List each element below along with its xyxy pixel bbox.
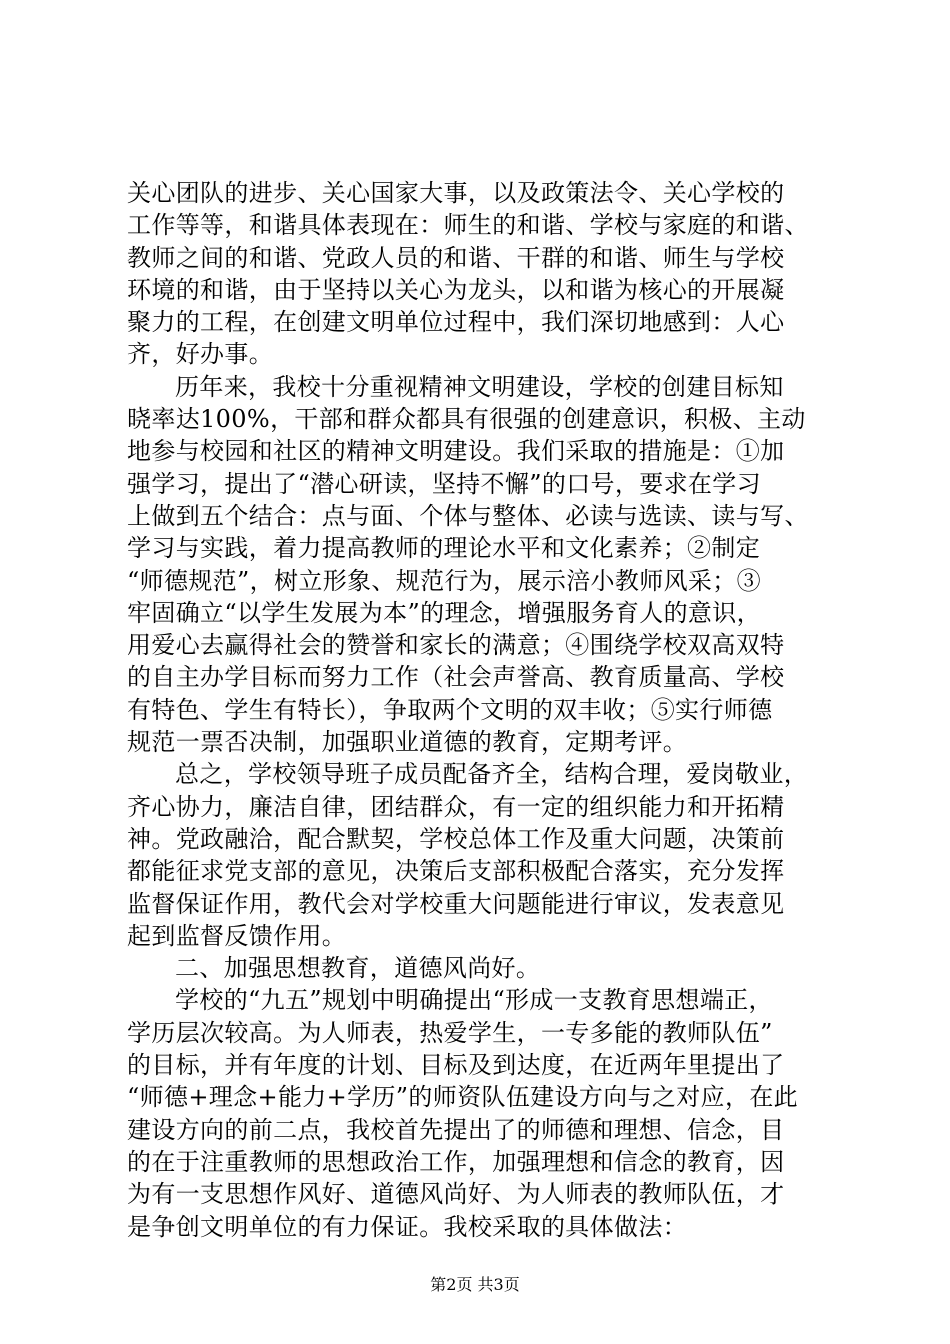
text-line: 的目标，并有年度的计划、目标及到达度，在近两年里提出了: [127, 1051, 785, 1080]
text-line: 都能征求党支部的意见，决策后支部积极配合落实，充分发挥: [127, 857, 785, 886]
text-line: 有特色、学生有特长），争取两个文明的双丰收；⑤实行师德: [127, 695, 773, 724]
text-line: 建设方向的前二点，我校首先提出了的师德和理想、信念，目: [127, 1115, 785, 1144]
text-line: 教师之间的和谐、党政人员的和谐、干群的和谐、师生与学校: [127, 243, 785, 272]
text-line: 的在于注重教师的思想政治工作，加强理想和信念的教育，因: [127, 1147, 785, 1176]
text-line: “师德+理念+能力+学历”的师资队伍建设方向与之对应，在此: [127, 1083, 799, 1112]
text-line: 晓率达100%，干部和群众都具有很强的创建意识，积极、主动: [127, 405, 806, 434]
text-line: 学历层次较高。为人师表，热爱学生，一专多能的教师队伍”: [127, 1018, 773, 1047]
text-line: 规范一票否决制，加强职业道德的教育，定期考评。: [127, 728, 688, 757]
text-line: 齐心协力，廉洁自律，团结群众，有一定的组织能力和开拓精: [127, 792, 785, 821]
text-line: 强学习，提出了“潜心研读，坚持不懈”的口号，要求在学习: [127, 469, 761, 498]
text-line: “师德规范”，树立形象、规范行为，展示涪小教师风采；③: [127, 566, 761, 595]
text-line: 的自主办学目标而努力工作（社会声誉高、教育质量高、学校: [127, 663, 785, 692]
text-line: 环境的和谐，由于坚持以关心为龙头，以和谐为核心的开展凝: [127, 275, 785, 304]
text-line: 聚力的工程，在创建文明单位过程中，我们深切地感到：人心: [127, 308, 785, 337]
text-line: 用爱心去赢得社会的赞誉和家长的满意；④围绕学校双高双特: [127, 631, 785, 660]
text-line: 历年来，我校十分重视精神文明建设，学校的创建目标知: [175, 372, 784, 401]
text-line: 学习与实践，着力提高教师的理论水平和文化素养；②制定: [127, 534, 761, 563]
text-line: 齐，好办事。: [127, 340, 274, 369]
text-line: 总之，学校领导班子成员配备齐全，结构合理，爱岗敬业，: [175, 760, 809, 789]
text-line: 地参与校园和社区的精神文明建设。我们采取的措施是：①加: [127, 437, 785, 466]
text-line: 起到监督反馈作用。: [127, 921, 347, 950]
page-footer: [0, 1275, 950, 1295]
text-line: 上做到五个结合：点与面、个体与整体、必读与选读、读与写、: [127, 501, 809, 530]
text-line: 是争创文明单位的有力保证。我校采取的具体做法：: [127, 1212, 688, 1241]
text-line: 工作等等，和谐具体表现在：师生的和谐、学校与家庭的和谐、: [127, 211, 809, 240]
text-line: 监督保证作用，教代会对学校重大问题能进行审议，发表意见: [127, 889, 785, 918]
text-line: 为有一支思想作风好、道德风尚好、为人师表的教师队伍，才: [127, 1180, 785, 1209]
document-body: [127, 177, 834, 1243]
text-line: 二、加强思想教育，道德风尚好。: [175, 954, 541, 983]
text-line: 牢固确立“以学生发展为本”的理念，增强服务育人的意识，: [127, 598, 761, 627]
text-line: 关心团队的进步、关心国家大事，以及政策法令、关心学校的: [127, 179, 785, 207]
text-line: 学校的“九五”规划中明确提出“形成一支教育思想端正，: [175, 986, 773, 1015]
text-line: 神。党政融洽，配合默契，学校总体工作及重大问题，决策前: [127, 824, 785, 853]
page-number: 第2页 共3页: [430, 1275, 520, 1294]
